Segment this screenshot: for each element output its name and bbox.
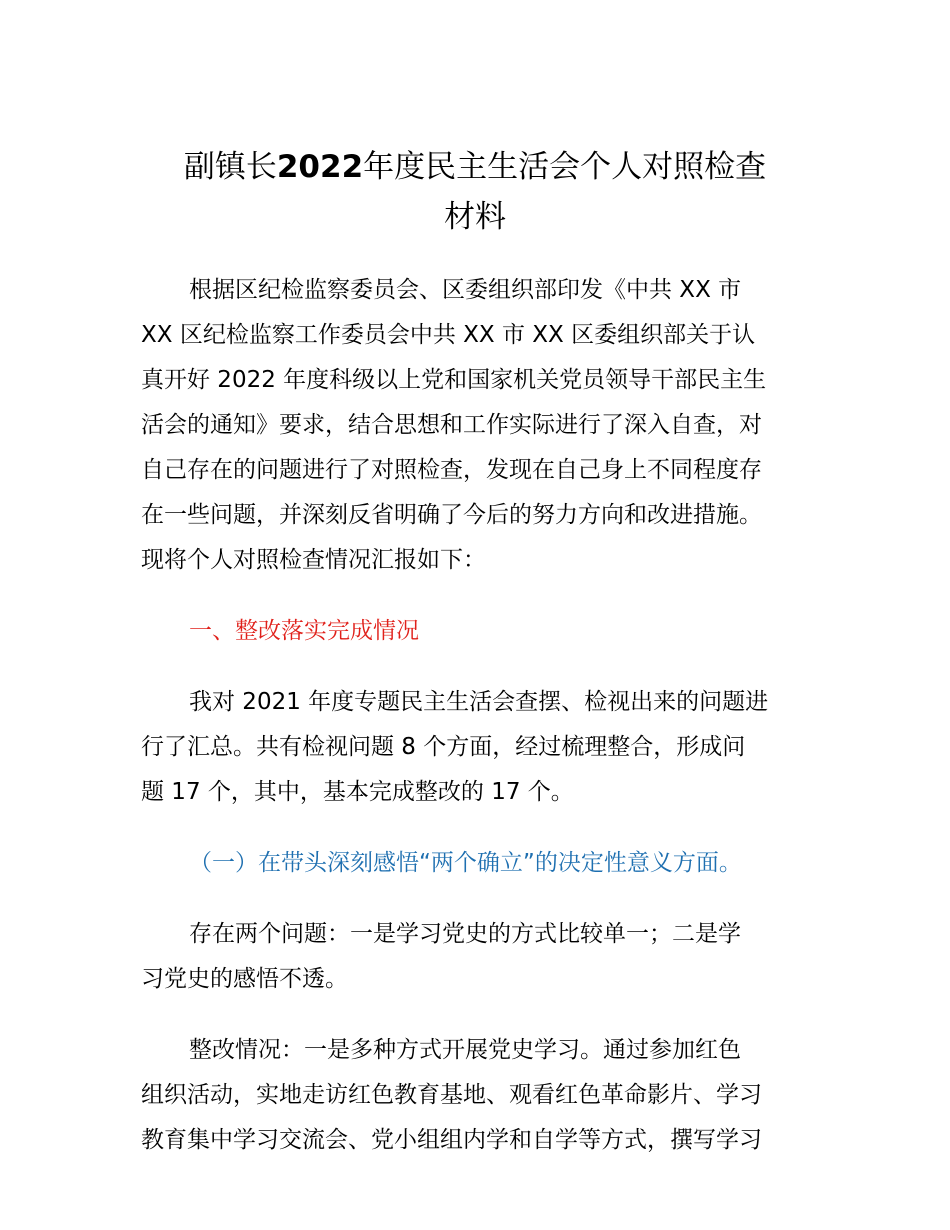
text-line: 行了汇总。共有检视问题 8 个方面，经过梳理整合，形成问 — [141, 734, 746, 760]
text-line: 我对 2021 年度专题民主生活会查摆、检视出来的问题进 — [189, 689, 769, 715]
title-suffix: 年度民主生活会个人对照检查 — [363, 149, 767, 185]
text-line: 在一些问题，并深刻反省明确了今后的努力方向和改进措施。 — [141, 502, 762, 528]
paragraph-gap — [141, 1002, 821, 1028]
intro-paragraph — [141, 268, 821, 583]
text-line: 活会的通知》要求，结合思想和工作实际进行了深入自查，对 — [141, 412, 762, 438]
text-line: XX 区纪检监察工作委员会中共 XX 市 XX 区委组织部关于认 — [141, 322, 756, 348]
problems-paragraph — [141, 912, 821, 1002]
text-line: 教育集中学习交流会、党小组组内学和自学等方式，撰写学习 — [141, 1127, 762, 1153]
text-line: 真开好 2022 年度科级以上党和国家机关党员领导干部民主生 — [141, 367, 767, 393]
document-body — [141, 268, 821, 1163]
text-line: 现将个人对照检查情况汇报如下： — [141, 547, 486, 573]
title-prefix: 副镇长 — [183, 149, 277, 185]
paragraph-gap — [141, 583, 821, 609]
title-year: 2022 — [276, 149, 364, 185]
text-line: 整改情况：一是多种方式开展党史学习。通过参加红色 — [189, 1037, 741, 1063]
paragraph-gap — [141, 886, 821, 912]
title-line-2: 材料 — [444, 199, 506, 235]
text-line: 自己存在的问题进行了对照检查，发现在自己身上不同程度存 — [141, 457, 762, 483]
text-line: 组织活动，实地走访红色教育基地、观看红色革命影片、学习 — [141, 1082, 762, 1108]
document-title — [120, 142, 830, 242]
title-line-1 — [120, 142, 830, 192]
text-line: 根据区纪检监察委员会、区委组织部印发《中共 XX 市 — [189, 277, 742, 303]
text-line: 习党史的感悟不透。 — [141, 966, 348, 992]
section-heading: 一、整改落实完成情况 — [189, 618, 419, 644]
text-line: 存在两个问题：一是学习党史的方式比较单一；二是学 — [189, 921, 741, 947]
subsection-heading: （一）在带头深刻感悟“两个确立”的决定性意义方面。 — [189, 850, 742, 876]
summary-paragraph — [141, 680, 821, 815]
paragraph-gap — [141, 654, 821, 680]
paragraph-gap — [141, 815, 821, 841]
text-line: 题 17 个，其中，基本完成整改的 17 个。 — [141, 779, 574, 805]
rectification-paragraph — [141, 1028, 821, 1163]
